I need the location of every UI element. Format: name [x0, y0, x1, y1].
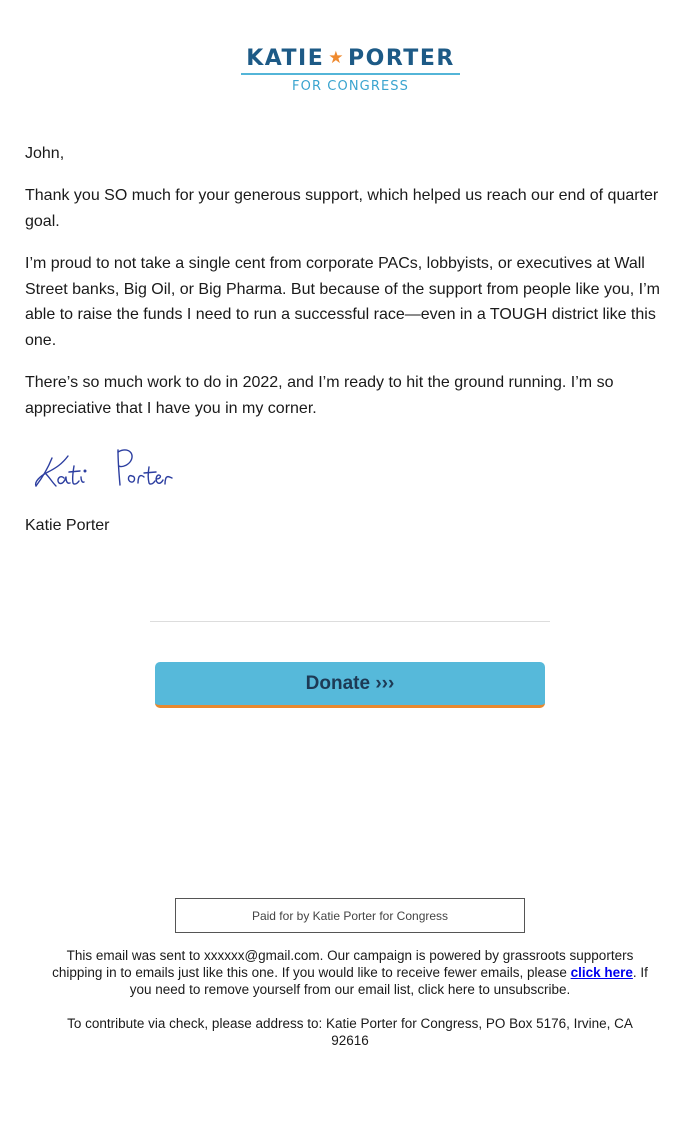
paragraph-no-pac: I’m proud to not take a single cent from corporate PACs, lobbyists, or executives at Wall Street banks, Big Oil, or Big Pharma. But because of the support from people like you, I’m able to raise the funds I need to run a successful race—even in a TOUGH district like this one. — [25, 255, 660, 349]
paragraph-2022: There’s so much work to do in 2022, and I’m ready to hit the ground running. I’m so appreciative that I have you in my corner. — [25, 374, 614, 417]
donate-button-label: Donate ››› — [305, 672, 395, 694]
fewer-emails-link[interactable]: click here — [570, 965, 633, 980]
footer-address: To contribute via check, please address to: Katie Porter for Congress, PO Box 5176, Irvine, CA 92616 — [67, 1016, 633, 1048]
footer-notice-text-end: . If you need to remove yourself from our email list, click here to unsubscribe. — [129, 965, 648, 997]
footer-notice — [50, 947, 650, 998]
section-divider — [150, 621, 550, 622]
signature-name: Katie Porter — [25, 517, 110, 534]
campaign-logo — [241, 46, 460, 95]
logo-last-name: PORTER — [348, 46, 455, 71]
logo-first-name: KATIE — [246, 46, 325, 71]
donate-button[interactable] — [155, 662, 545, 708]
paragraph-thanks: Thank you SO much for your generous support, which helped us reach our end of quarter goal. — [25, 187, 659, 230]
logo-subtitle: FOR CONGRESS — [292, 79, 409, 94]
logo-divider — [241, 73, 460, 75]
handwritten-signature — [30, 436, 180, 496]
star-icon: ★ — [328, 48, 346, 68]
logo-wordmark — [241, 46, 460, 72]
paid-for-disclaimer: Paid for by Katie Porter for Congress — [175, 898, 525, 933]
greeting: John, — [25, 145, 65, 162]
footer-notice-text: This email was sent to xxxxxx@gmail.com. Our campaign is powered by grassroots supporters chipping in to emails just like this one. If you would like to receive fewer emails, please — [52, 948, 634, 980]
